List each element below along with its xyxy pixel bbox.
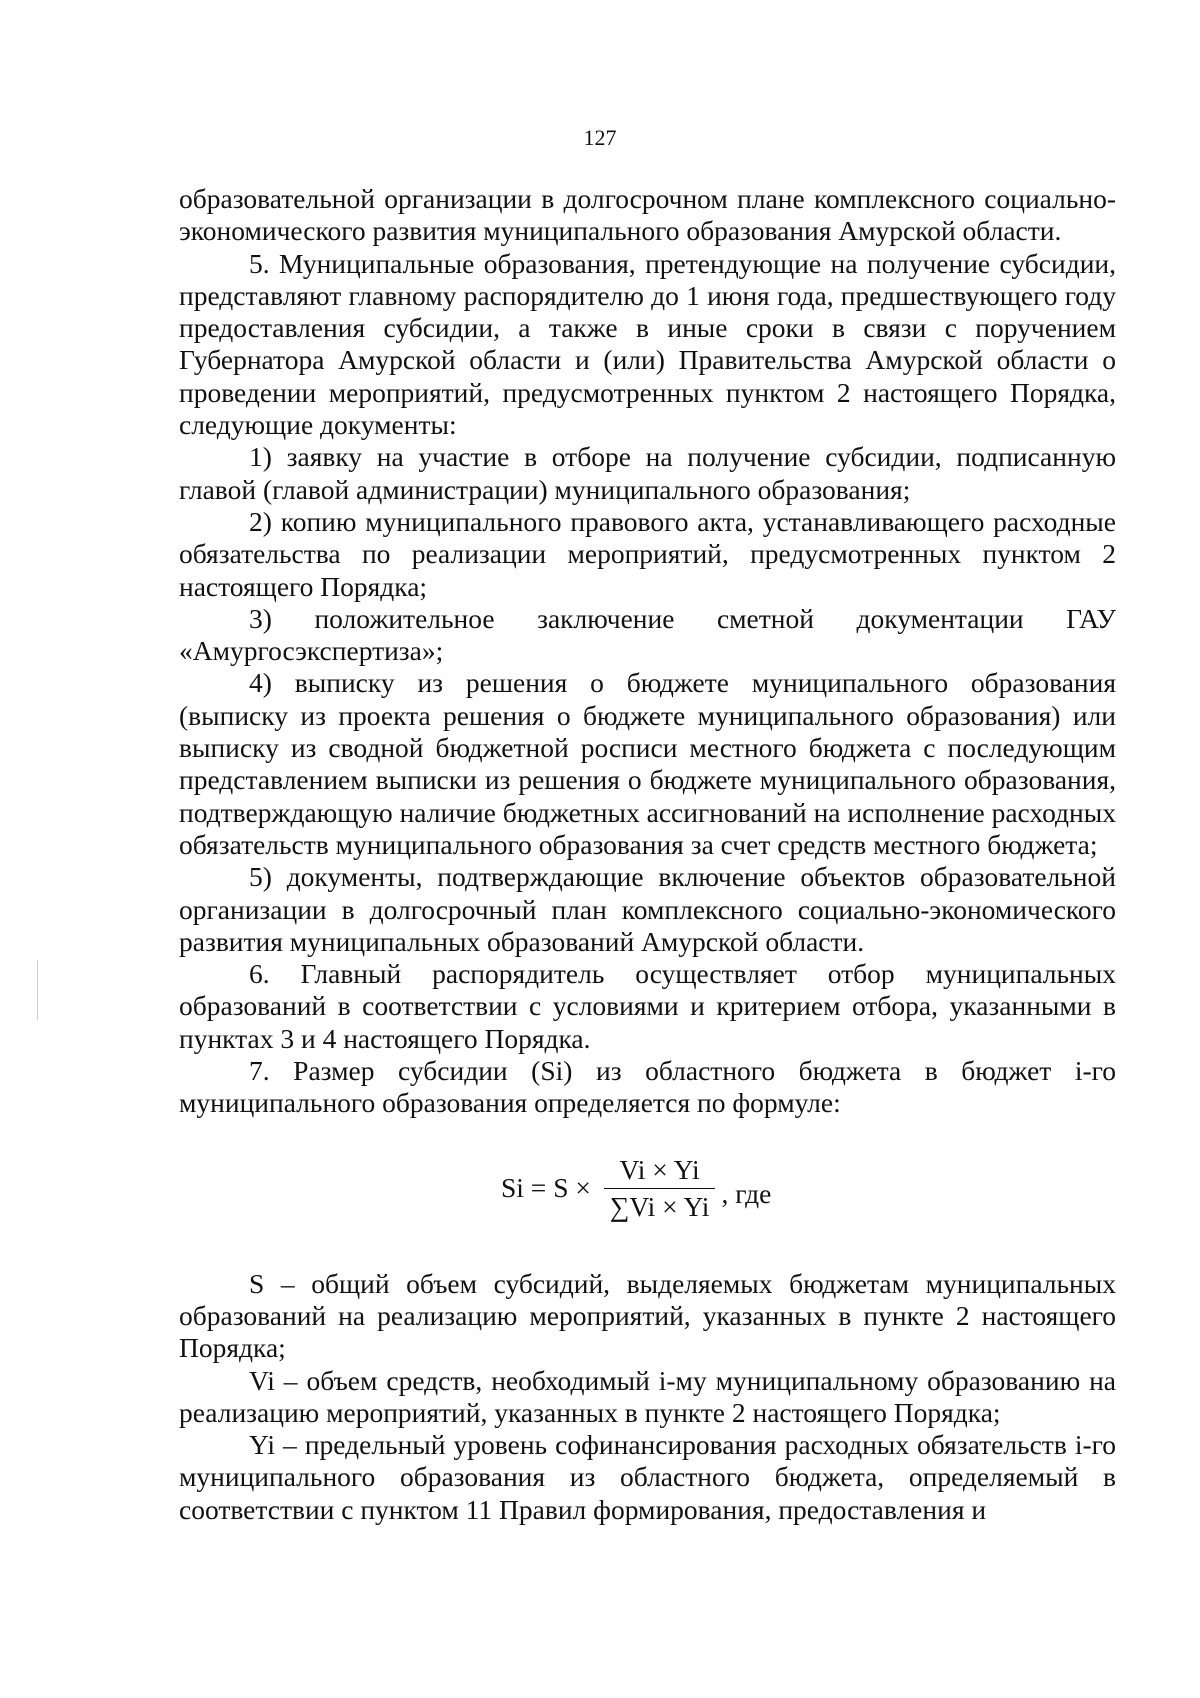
page-number: 127 [583, 125, 617, 150]
formula [179, 1142, 1116, 1236]
list-item: 5) документы, подтверждающие включение объектов образовательной организации в долгосрочный план комплексного социально-экономического развития муниципальных образований Амурской области. [179, 861, 1116, 957]
definition-paragraph: S – общий объем субсидий, выделяемых бюджетам муниципальных образований на реализацию мероприятий, указанных в пункте 2 настоящего Порядка; [179, 1267, 1116, 1364]
document-body [179, 183, 1116, 1526]
definition-paragraph: Vi – объем средств, необходимый i-му муниципальному образованию на реализацию мероприятий, указанных в пункте 2 настоящего Порядка; [179, 1364, 1116, 1428]
list-item: 4) выписку из решения о бюджете муниципального образования (выписку из проекта решения о бюджете муниципального образования) или выписку из сводной бюджетной росписи местного бюджета с последующим представлением выписки из решения о бюджете муниципального образования, подтверждающую наличие бюджетных ассигнований на исполнение расходных обязательств муниципального образования за счет средств местного бюджета; [179, 667, 1116, 860]
list-item: 1) заявку на участие в отборе на получение субсидии, подписанную главой (главой администрации) муниципального образования; [179, 441, 1116, 505]
formula-suffix: , где [721, 1178, 772, 1210]
scan-edge-mark [37, 960, 38, 1020]
formula-fraction [604, 1154, 716, 1224]
paragraph: 7. Размер субсидии (Si) из областного бюджета в бюджет i-го муниципального образования определяется по формуле: [179, 1055, 1116, 1119]
paragraph: 5. Муниципальные образования, претендующие на получение субсидии, представляют главному распорядителю до 1 июня года, предшествующего году предоставления субсидии, а также в иные сроки в связи с поручением Губернатора Амурской области и (или) Правительства Амурской области о проведении мероприятий, предусмотренных пунктом 2 настоящего Порядка, следующие документы: [179, 247, 1116, 441]
formula-lhs: Si = S × [501, 1172, 598, 1204]
paragraph: образовательной организации в долгосрочном плане комплексного социально-экономического развития муниципального образования Амурской области. [179, 183, 1116, 247]
subsidy-formula [501, 1142, 771, 1236]
formula-denominator: ∑Vi × Yi [609, 1191, 710, 1223]
paragraphs-after-formula [179, 1268, 1116, 1526]
list-item: 3) положительное заключение сметной документации ГАУ «Амургосэкспертиза»; [179, 602, 1116, 667]
list-item: 2) копию муниципального правового акта, устанавливающего расходные обязательства по реализации мероприятий, предусмотренных пунктом 2 настоящего Порядка; [179, 505, 1116, 602]
paragraph: 6. Главный распорядитель осуществляет отбор муниципальных образований в соответствии с условиями и критерием отбора, указанными в пунктах 3 и 4 настоящего Порядка. [179, 958, 1116, 1054]
formula-numerator: Vi × Yi [619, 1153, 700, 1185]
paragraphs-before-formula [179, 183, 1116, 1120]
definition-paragraph: Yi – предельный уровень софинансирования расходных обязательств i-го муниципального образования из областного бюджета, определяемый в соответствии с пунктом 11 Правил формирования, предоставления и [179, 1429, 1116, 1525]
